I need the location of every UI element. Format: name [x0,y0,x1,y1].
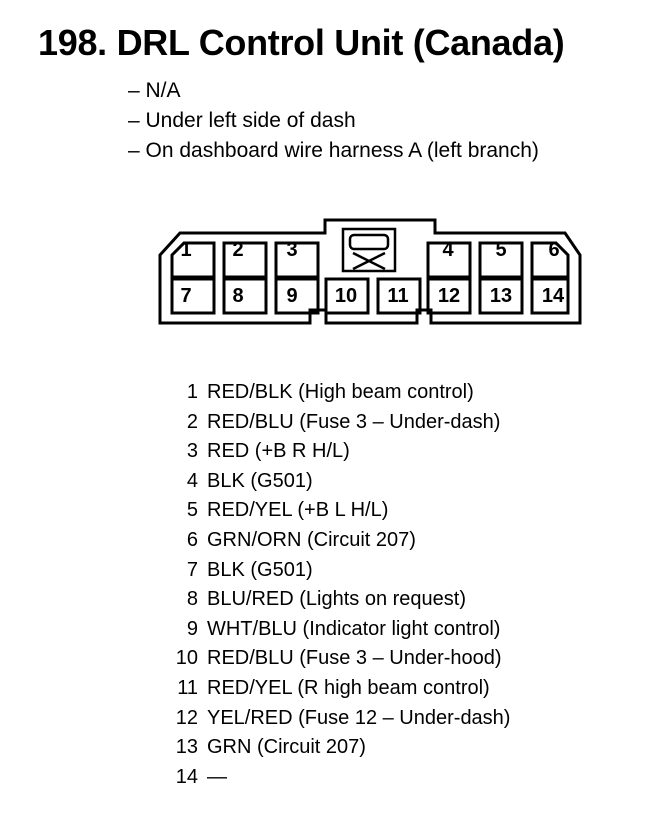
pin-label: 8 [232,285,244,307]
pin-description: GRN (Circuit 207) [207,736,366,759]
pin-description: RED (+B R H/L) [207,440,350,463]
pin-number: 6 [186,528,198,551]
pinout-row [160,704,510,734]
pin-description: GRN/ORN (Circuit 207) [207,528,416,551]
pin-cavity [172,279,214,313]
location-item: – N/A [128,79,181,102]
pin-description: WHT/BLU (Indicator light control) [207,617,501,640]
pinout-row [160,763,510,793]
location-list [128,76,539,166]
location-item: – Under left side of dash [128,109,356,132]
pin-cavity [172,243,214,277]
pinout-row [160,526,510,556]
pinout-list [160,378,510,792]
pin-description: YEL/RED (Fuse 12 – Under-dash) [207,706,511,729]
pin-number: 13 [175,736,198,759]
pin-label: 10 [334,285,358,307]
pin-description: RED/BLU (Fuse 3 – Under-dash) [207,410,501,433]
pin-description: BLU/RED (Lights on request) [207,588,467,611]
pin-label: 9 [286,285,298,307]
pin-label: 3 [286,239,298,261]
connector-diagram [150,215,590,335]
pin-label: 2 [232,239,244,261]
pin-number: 2 [186,410,198,433]
pinout-row [160,585,510,615]
pinout-row [160,467,510,497]
pin-number: 1 [186,381,198,403]
pinout-row [160,408,510,438]
pinout-row [160,733,510,763]
pin-description: RED/YEL (+B L H/L) [207,499,389,522]
pinout-row [160,615,510,645]
pin-cavity [224,279,266,313]
pin-number: 8 [186,588,198,611]
location-item: – On dashboard wire harness A (left branch) [128,139,539,162]
pin-number: 9 [186,617,198,640]
pin-label: 11 [387,285,409,307]
pin-description: BLK (G501) [207,558,313,581]
pinout-row [160,496,510,526]
pin-description: RED/YEL (R high beam control) [207,676,490,699]
pin-label: 4 [442,239,454,261]
pinout-row [160,674,510,704]
pin-description: BLK (G501) [207,469,313,492]
page-title: 198. DRL Control Unit (Canada) [38,22,565,63]
pin-label: 13 [489,285,513,307]
pin-description: RED/BLK (High beam control) [207,381,474,403]
pin-label: 14 [541,285,565,307]
pinout-row [160,556,510,586]
pin-cavity [224,243,266,277]
pin-label: 7 [180,285,192,307]
pin-label: 12 [437,285,461,307]
pinout-row [160,644,510,674]
pinout-row [160,437,510,467]
pin-description: — [207,765,227,788]
pin-number: 12 [175,706,198,729]
pin-number: 10 [175,647,198,670]
pinout-row [160,378,510,408]
pin-number: 4 [186,469,198,492]
pin-label: 1 [180,239,192,261]
pin-label: 6 [548,239,560,261]
pin-label: 5 [495,239,507,261]
pin-number: 7 [186,558,198,581]
pin-number: 5 [186,499,198,522]
pin-number: 3 [186,440,198,463]
pin-number: 11 [177,676,198,699]
pin-number: 14 [175,765,198,788]
pin-description: RED/BLU (Fuse 3 – Under-hood) [207,647,502,670]
lock-tab [350,235,388,249]
